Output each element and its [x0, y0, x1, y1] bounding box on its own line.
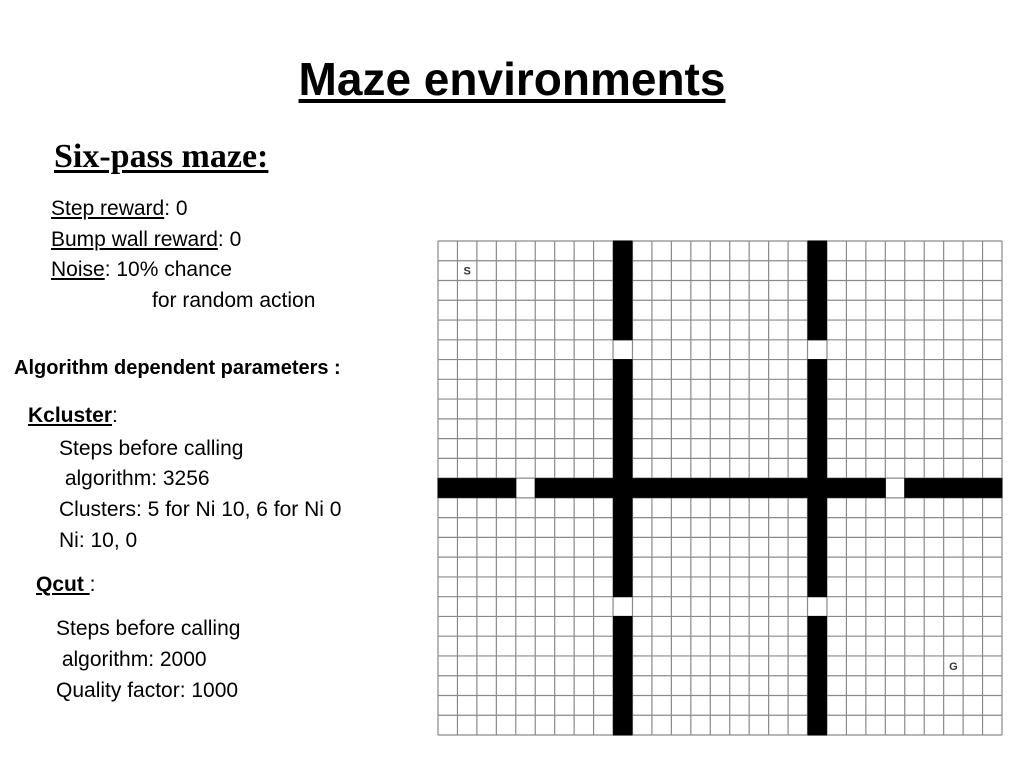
qcut-line: Quality factor: 1000	[56, 679, 239, 702]
maze-wall-cell	[613, 260, 632, 281]
maze-wall-cell	[690, 478, 710, 498]
maze-wall-cell	[613, 616, 632, 637]
maze-wall-cell	[808, 537, 827, 558]
slide-subtitle: Six-pass maze:	[54, 138, 269, 175]
maze-wall-cell	[808, 497, 827, 518]
maze-wall-cell	[671, 478, 691, 498]
maze-wall-cell	[496, 478, 516, 498]
maze-goal-label: G	[949, 660, 958, 673]
kcluster-line: Ni: 10, 0	[59, 529, 138, 552]
maze-wall-cell	[808, 636, 827, 657]
maze-wall-cell	[768, 478, 788, 498]
maze-wall-cell	[865, 478, 885, 498]
maze-wall-cell	[438, 478, 458, 498]
maze-wall-cell	[808, 300, 827, 321]
env-param-value: : 0	[164, 197, 188, 220]
maze-wall-cell	[808, 517, 827, 538]
maze-wall-cell	[808, 458, 827, 479]
maze-wall-cell	[593, 478, 613, 498]
maze-wall-cell	[808, 438, 827, 459]
env-param-label: Bump wall reward	[51, 228, 218, 251]
maze-wall-cell	[613, 438, 632, 459]
maze-wall-cell	[807, 478, 827, 498]
maze-wall-cell	[808, 675, 827, 696]
maze-wall-cell	[808, 655, 827, 676]
maze-wall-cell	[808, 260, 827, 281]
maze-wall-cell	[982, 478, 1002, 498]
maze-wall-cell	[826, 478, 846, 498]
maze-wall-cell	[613, 655, 632, 676]
qcut-label: Qcut	[36, 573, 90, 596]
maze-wall-cell	[808, 715, 827, 736]
maze-wall-cell	[613, 675, 632, 696]
env-param-noise	[51, 258, 232, 282]
maze-wall-cell	[808, 576, 827, 597]
maze-wall-cell	[613, 379, 632, 400]
maze-wall-cell	[943, 478, 963, 498]
maze-wall-cell	[808, 616, 827, 637]
maze-wall-cell	[613, 715, 632, 736]
env-param-step-reward	[51, 197, 188, 221]
maze-wall-cell	[613, 576, 632, 597]
maze-wall-cell	[632, 478, 652, 498]
maze-wall-cell	[808, 557, 827, 578]
maze-wall-cell	[476, 478, 496, 498]
maze-wall-cell	[457, 478, 477, 498]
algorithm-heading: Algorithm dependent parameters :	[14, 357, 341, 379]
maze-wall-cell	[808, 379, 827, 400]
maze-wall-cell	[749, 478, 769, 498]
maze-wall-cell	[613, 537, 632, 558]
maze-wall-cell	[554, 478, 574, 498]
maze-wall-cell	[613, 280, 632, 301]
maze-wall-cell	[613, 359, 632, 380]
maze-wall-cell	[808, 359, 827, 380]
maze-wall-cell	[613, 300, 632, 321]
maze-wall-cell	[613, 557, 632, 578]
maze-wall-cell	[808, 418, 827, 439]
maze-wall-cell	[613, 320, 632, 341]
maze-wall-cell	[808, 399, 827, 420]
slide-title: Maze environments	[298, 53, 726, 105]
qcut-line: algorithm: 2000	[56, 648, 207, 671]
maze-wall-cell	[808, 320, 827, 341]
maze-wall-cell	[808, 695, 827, 716]
maze-wall-cell	[963, 478, 983, 498]
env-param-value: : 10% chance	[104, 258, 232, 281]
maze-wall-cell	[613, 418, 632, 439]
maze-wall-cell	[613, 695, 632, 716]
kcluster-heading	[28, 404, 118, 428]
kcluster-colon: :	[112, 404, 118, 427]
kcluster-label: Kcluster	[28, 404, 113, 427]
maze-wall-cell	[788, 478, 808, 498]
maze-wall-cell	[613, 636, 632, 657]
maze-grid	[437, 240, 1003, 736]
maze-wall-cell	[924, 478, 944, 498]
maze-wall-cell	[729, 478, 749, 498]
kcluster-line: algorithm: 3256	[59, 467, 210, 490]
maze-wall-cell	[904, 478, 924, 498]
kcluster-line: Steps before calling	[59, 437, 244, 460]
maze-wall-cell	[613, 458, 632, 479]
env-param-label: Step reward	[51, 197, 165, 220]
noise-continuation: for random action	[152, 289, 316, 312]
env-param-value: : 0	[217, 228, 242, 251]
maze-wall-cell	[613, 497, 632, 518]
maze-wall-cell	[574, 478, 594, 498]
env-param-bump-wall-reward	[51, 228, 241, 252]
maze-start-label: S	[463, 265, 471, 278]
maze-wall-cell	[535, 478, 555, 498]
qcut-line: Steps before calling	[56, 617, 241, 640]
kcluster-line: Clusters: 5 for Ni 10, 6 for Ni 0	[59, 498, 342, 521]
maze-wall-cell	[808, 241, 827, 262]
qcut-heading	[36, 573, 96, 597]
maze-wall-cell	[651, 478, 671, 498]
qcut-colon: :	[89, 573, 96, 596]
maze-wall-cell	[846, 478, 866, 498]
maze-wall-cell	[710, 478, 730, 498]
maze-wall-cell	[613, 399, 632, 420]
maze-wall-cell	[613, 517, 632, 538]
env-param-label: Noise	[51, 258, 105, 281]
maze-wall-cell	[613, 241, 632, 262]
maze-wall-cell	[613, 478, 633, 498]
maze-wall-cell	[808, 280, 827, 301]
